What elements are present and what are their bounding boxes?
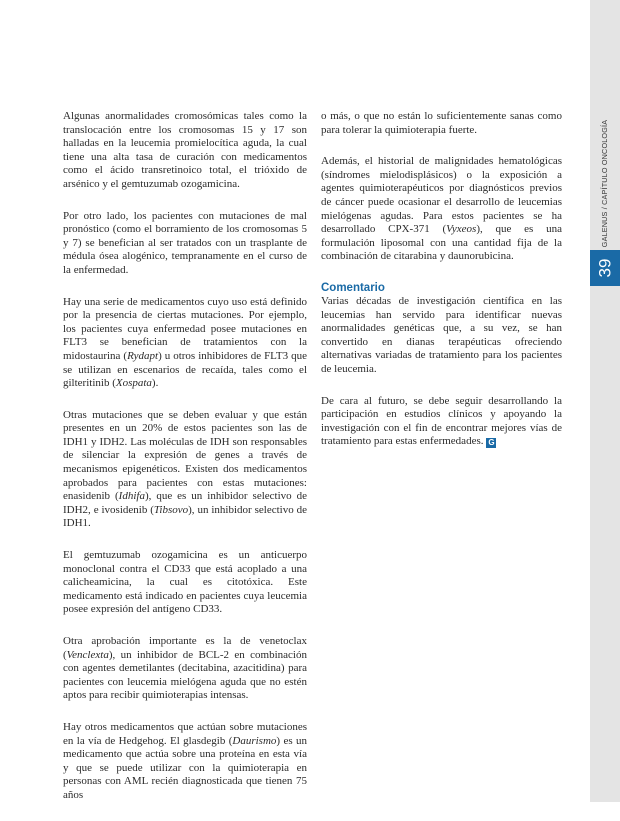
right-column [321,110,562,467]
paragraph: De cara al futuro, se debe seguir desarrollando la participación en estudios clínicos y apoyando la investigación con el fin de encontrar mejores vías de tratamiento para estas enfermedades. G [321,394,562,448]
end-of-article-mark: G [488,438,495,448]
drug-brand-name: Tibsovo [153,503,189,516]
running-head [590,118,620,248]
running-head-text: GALENUS / CAPÍTULO ONCOLOGÍA [600,119,610,247]
paragraph: Otra aprobación importante es la de venetoclax (Venclexta), un inhibidor de BCL-2 en combinación con agentes demetilantes (decitabina, azacitidina) para pacientes con leucemia mielógena aguda que no estén aptos para recibir quimioterapias intensas. [63,635,307,702]
page-number-tab [590,250,620,286]
paragraph: Otras mutaciones que se deben evaluar y que están presentes en un 20% de estos pacientes son las de IDH1 y IDH2. Las moléculas de IDH son responsables de silenciar la expresión de genes a través de mecanismos epigenéticos. Existen dos medicamentos aprobados para pacientes con estas mutaciones: enasidenib (Idhifa), que es un inhibidor selectivo de IDH2, e ivosidenib (Tibsovo), un inhibidor selectivo de IDH1. [63,408,307,530]
paragraph: Algunas anormalidades cromosómicas tales como la translocación entre los cromosomas 15 y 17 son halladas en la leucemia promielocítica aguda, la cual tiene una alta tasa de curación con medicamentos como el ácido transretinoico total, el trióxido de arsénico y el gemtuzumab ozogamicina. [63,110,307,190]
paragraph: Varias décadas de investigación científica en las leucemias han servido para identificar nuevas anormalidades genéticas que, a su vez, se han convertido en dianas terapéuticas ofreciendo alternativas variadas de tratamiento para los pacientes de leucemia. [321,294,562,375]
drug-brand-name: Rydapt [127,349,159,362]
paragraph: Además, el historial de malignidades hematológicas (síndromes mielodisplásicos) o la exposición a agentes quimioterapéuticos por diagnósticos previos de cáncer puede ocasionar el desarrollo de leucemias mielógenas agudas. Para estos pacientes se ha desarrollado CPX-371 (Vyxeos), que es una formulación liposomal con una cantidad fija de la combinación de citarabina y daunorubicina. [321,155,563,263]
paragraph: Hay una serie de medicamentos cuyo uso está definido por la presencia de ciertas mutaciones. Por ejemplo, los pacientes cuya enfermedad posee mutaciones en FLT3 se benefician de tratamientos con la midostaurina (Rydapt) u otros inhibidores de FLT3 que se utilizan en escenarios de recaída, tales como el gilteritinib (Xospata). [63,295,307,390]
drug-brand-name: Idhifa [118,490,145,503]
paragraph: Por otro lado, los pacientes con mutaciones de mal pronóstico (como el borramiento de los cromosomas 5 y 7) se benefician al ser tratados con un trasplante de médula ósea alogénico, tempranamente en el curso de la enfermedad. [63,209,307,276]
paragraph: o más, o que no están lo suficientemente sanas como para tolerar la quimioterapia fuerte. [321,110,562,136]
drug-brand-name: Daurismo [232,734,277,747]
paragraph: Hay otros medicamentos que actúan sobre mutaciones en la vía de Hedgehog. El glasdegib (Daurismo) es un medicamento que actúa sobre una proteína en esta vía y que se puede utilizar con la quimioterapia en personas con AML recién diagnosticada que tienen 75 años [63,720,307,801]
paragraph: El gemtuzumab ozogamicina es un anticuerpo monoclonal contra el CD33 que está acoplado a una calicheamicina, la cual es citotóxica. Este medicamento está indicado en pacientes cuya leucemia posee expresión del antígeno CD33. [63,549,307,616]
page-number: 39 [594,258,614,278]
left-column [63,110,307,821]
drug-brand-name: Xospata [115,377,152,390]
drug-brand-name: Venclexta [66,648,109,661]
section-heading: Comentario [321,281,385,294]
drug-brand-name: Vyxeos [446,223,477,236]
